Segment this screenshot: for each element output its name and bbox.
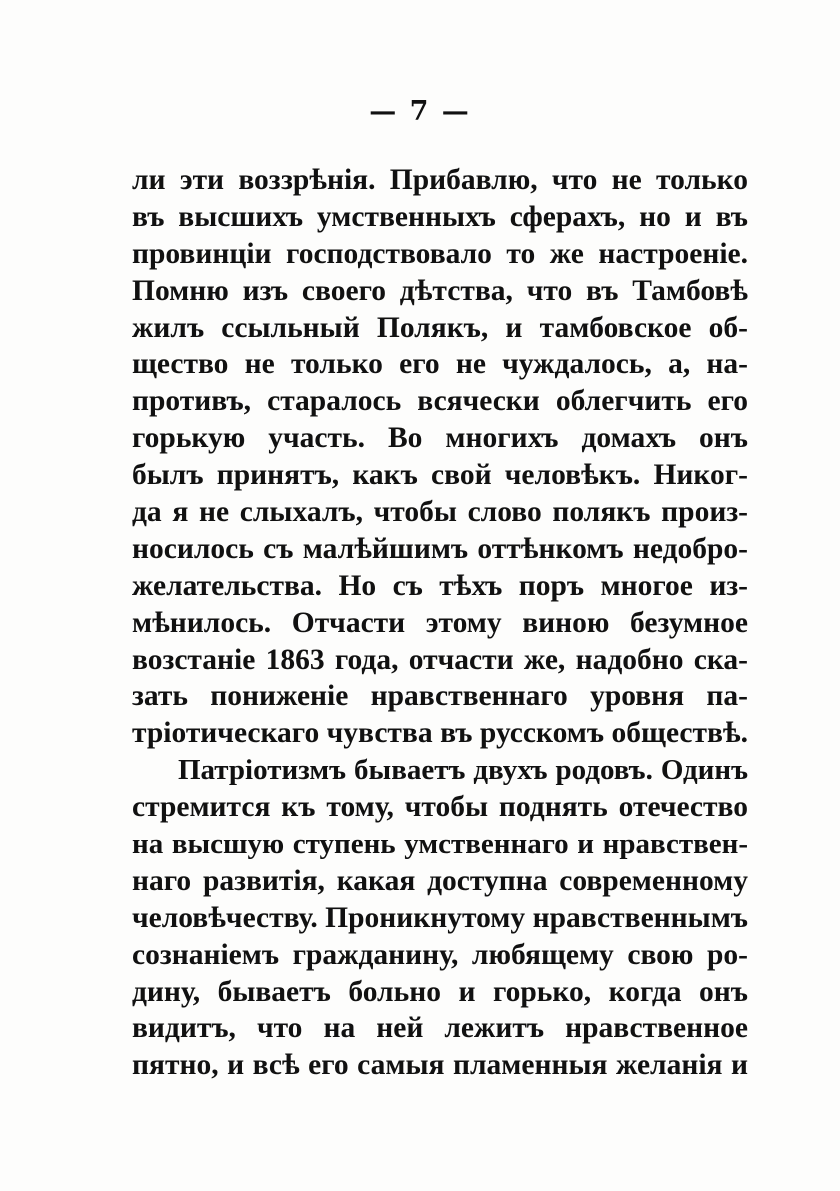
- text-line: видитъ, что на ней лежитъ нравственное: [132, 1012, 748, 1045]
- text-line: горькую участь. Во многихъ домахъ онъ: [132, 422, 748, 455]
- text-line: провинціи господствовало то же настроеніе.: [132, 237, 748, 270]
- text-line: мѣнилось. Отчасти этому виною безумное: [132, 606, 748, 639]
- text-line: сознаніемъ гражданину, любящему свою ро-: [132, 938, 748, 971]
- text-line: тріотическаго чувства въ русскомъ обществѣ.: [132, 717, 748, 750]
- text-line: былъ принятъ, какъ свой человѣкъ. Никог-: [132, 459, 748, 492]
- text-line: щество не только его не чуждалось, а, на-: [132, 348, 748, 381]
- text-line: возстаніе 1863 года, отчасти же, надобно ска-: [132, 643, 748, 676]
- text-line: носилось съ малѣйшимъ оттѣнкомъ недобро-: [132, 532, 748, 565]
- text-line: Помню изъ своего дѣтства, что въ Тамбовѣ: [132, 274, 748, 307]
- text-line: человѣчеству. Проникнутому нравственнымъ: [132, 901, 748, 934]
- text-line: Патріотизмъ бываетъ двухъ родовъ. Одинъ: [178, 754, 748, 787]
- text-line: жилъ ссыльный Полякъ, и тамбовское об-: [132, 311, 748, 344]
- text-line: стремится къ тому, чтобы поднять отечество: [132, 791, 748, 824]
- text-line: пятно, и всѣ его самыя пламенныя желанія и: [132, 1049, 748, 1082]
- page-number: — 7 —: [369, 96, 471, 127]
- text-line: желательства. Но съ тѣхъ поръ многое из-: [132, 569, 748, 602]
- text-line: наго развитія, какая доступна современному: [132, 864, 748, 897]
- paragraph-2: [132, 752, 748, 1084]
- text-line: да я не слыхалъ, чтобы слово полякъ произ-: [132, 496, 748, 529]
- text-line: зать пониженіе нравственнаго уровня па-: [132, 680, 748, 713]
- text-line: противъ, старалось всячески облегчить его: [132, 385, 748, 418]
- text-line: дину, бываетъ больно и горько, когда онъ: [132, 975, 748, 1008]
- text-line: на высшую ступень умственнаго и нравствен-: [132, 828, 748, 861]
- body-text: [132, 162, 748, 1084]
- text-line: ли эти воззрѣнія. Прибавлю, что не только: [132, 164, 748, 196]
- paragraph-1: [132, 162, 748, 752]
- text-line: въ высшихъ умственныхъ сферахъ, но и въ: [132, 200, 748, 233]
